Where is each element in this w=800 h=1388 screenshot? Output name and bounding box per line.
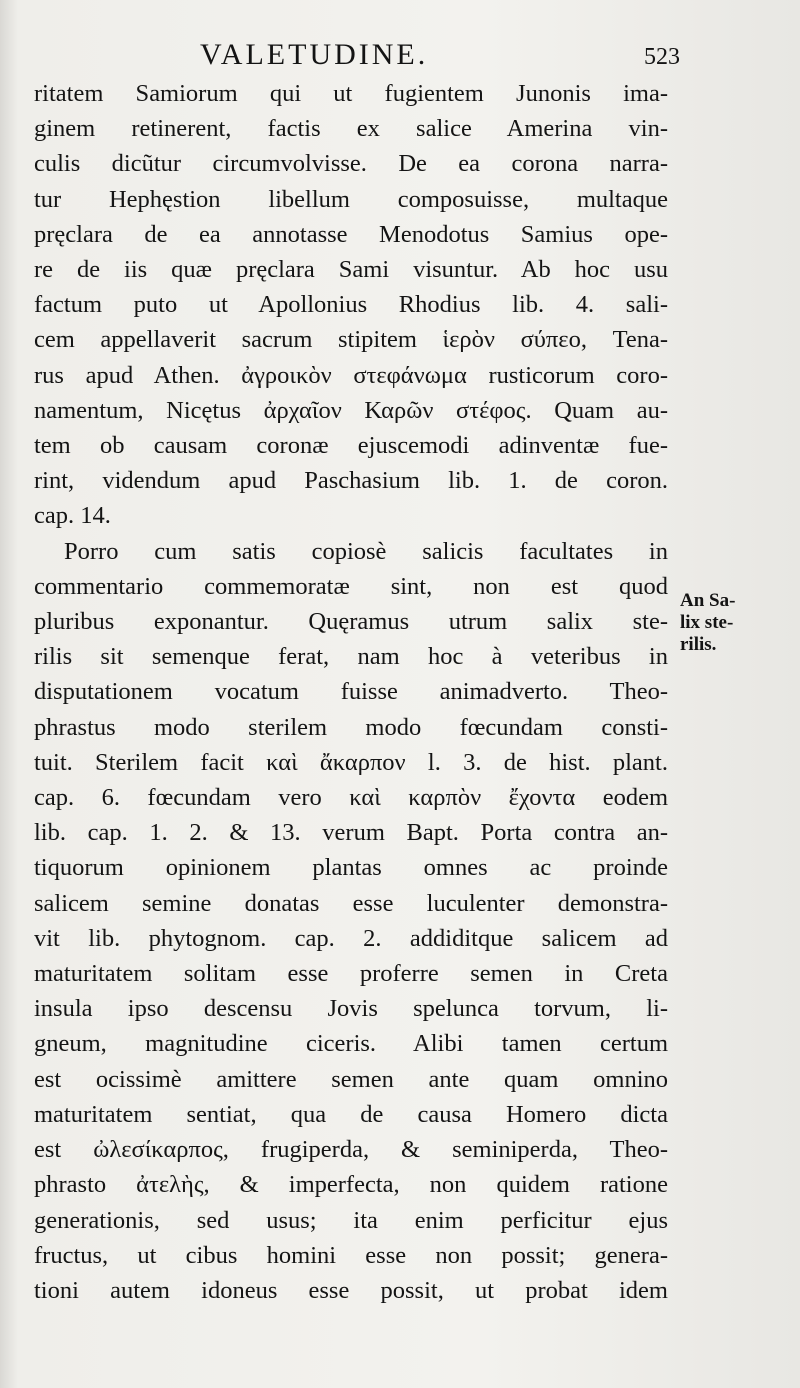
text-line: lib. cap. 1. 2. & 13. verum Bapt. Porta contra an-: [34, 819, 668, 847]
text-line: pręclara de ea annotasse Menodotus Samius ope-: [34, 220, 668, 248]
text-line: factum puto ut Apollonius Rhodius lib. 4. sali-: [34, 291, 668, 319]
marginal-note-line: rilis.: [680, 634, 717, 655]
text-line: phrasto ἀτελὴς, & imperfecta, non quidem ratione: [34, 1171, 668, 1199]
text-line: tuit. Sterilem facit καὶ ἄκαρπον l. 3. de hist. plant.: [34, 748, 668, 776]
text-line: cem appellaverit sacrum stipitem ἱερὸν σύπεο, Tena-: [34, 326, 668, 354]
text-line: ritatem Samiorum qui ut fugientem Junonis ima-: [34, 80, 668, 107]
text-line: tem ob causam coronæ ejuscemodi adinventæ fue-: [34, 432, 668, 460]
page-header: [60, 38, 680, 78]
text-line: est ocissimè amittere semen ante quam omnino: [34, 1065, 668, 1093]
text-line: phrastus modo sterilem modo fœcundam consti-: [34, 713, 668, 741]
text-line: culis dicũtur circumvolvisse. De ea corona narra-: [34, 150, 668, 178]
text-line: ginem retinerent, factis ex salice Amerina vin-: [34, 115, 668, 143]
text-line: pluribus exponantur. Quęramus utrum salix ste-: [34, 608, 668, 636]
text-line: salicem semine donatas esse luculenter demonstra-: [34, 889, 668, 917]
text-line: namentum, Nicętus ἀρχαῖον Καρῶν στέφος. Quam au-: [34, 396, 668, 424]
text-line: tur Hephęstion libellum composuisse, multaque: [34, 185, 668, 213]
text-line: generationis, sed usus; ita enim perficitur ejus: [34, 1206, 668, 1234]
marginal-note: [680, 590, 790, 656]
marginal-note-line: lix ste-: [680, 612, 734, 633]
text-line: insula ipso descensu Jovis spelunca torvum, li-: [34, 995, 668, 1023]
text-line: fructus, ut cibus homini esse non possit; genera-: [34, 1241, 668, 1269]
text-line: maturitatem solitam esse proferre semen in Creta: [34, 960, 668, 988]
text-line: tioni autem idoneus esse possit, ut probat idem: [34, 1276, 668, 1304]
text-line: Porro cum satis copiosè salicis facultates in: [64, 537, 668, 565]
paragraph-2: [34, 534, 668, 1308]
marginal-note-line: An Sa-: [680, 590, 736, 611]
running-title: VALETUDINE.: [200, 38, 429, 71]
text-line: maturitatem sentiat, qua de causa Homero dicta: [34, 1100, 668, 1128]
text-line: tiquorum opinionem plantas omnes ac proinde: [34, 854, 668, 882]
text-line: cap. 6. fœcundam vero καὶ καρπὸν ἔχοντα eodem: [34, 784, 668, 812]
text-line: disputationem vocatum fuisse animadverto. Theo-: [34, 678, 668, 706]
page-number: 523: [644, 44, 680, 70]
text-line: gneum, magnitudine ciceris. Alibi tamen certum: [34, 1030, 668, 1058]
text-line: rus apud Athen. ἀγροικὸν στεφάνωμα rusticorum coro-: [34, 361, 668, 389]
text-line: est ὠλεσίκαρπος, frugiperda, & seminiperda, Theo-: [34, 1136, 668, 1164]
text-line: re de iis quæ pręclara Sami visuntur. Ab hoc usu: [34, 256, 668, 284]
text-line: rilis sit semenque ferat, nam hoc à veteribus in: [34, 643, 668, 671]
text-line: rint, videndum apud Paschasium lib. 1. de coron.: [34, 467, 668, 495]
body-text: [34, 76, 668, 1308]
text-line: cap. 14.: [34, 502, 111, 530]
text-line: commentario commemoratæ sint, non est quod: [34, 572, 668, 600]
paragraph-1: [34, 76, 668, 534]
text-line: vit lib. phytognom. cap. 2. addiditque salicem ad: [34, 924, 668, 952]
